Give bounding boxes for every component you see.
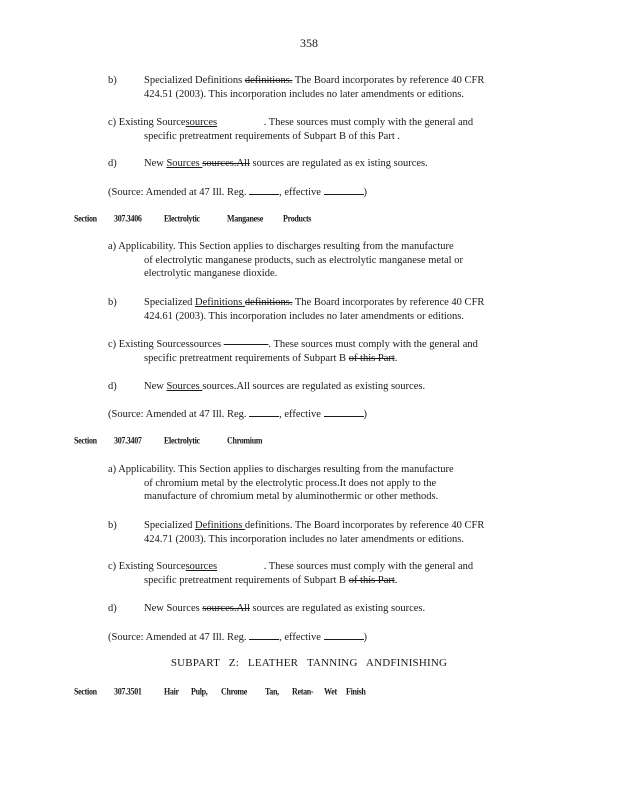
page-number: 358 (300, 36, 318, 50)
paragraph-3406-d (108, 380, 538, 394)
text-segment: (Source: Amended at 47 Ill. Reg. (108, 187, 250, 198)
strikethrough-text: sources.All (202, 158, 250, 169)
heading-word: Retan- (292, 686, 314, 697)
item-label: b) (108, 297, 117, 308)
section-word: Section (74, 213, 97, 224)
section-word: Section (74, 686, 97, 697)
continuation-line: electrolytic manganese dioxide. (144, 268, 278, 279)
text-segment: c) Existing Sourcessources (108, 339, 224, 350)
paragraph-3407-a (108, 463, 538, 504)
blank-line (249, 185, 279, 195)
text-segment: The Board incorporates by reference 40 CFR (292, 297, 485, 308)
section-heading-3406 (74, 213, 594, 224)
item-label: d) (108, 603, 117, 614)
blank-line (324, 407, 364, 417)
heading-word: Chrome (221, 686, 248, 697)
continuation-line: specific pretreatment requirements of Subpart B of this Part . (144, 130, 401, 142)
text-segment: sources are regulated as existing sources. (249, 603, 426, 614)
heading-word: Manganese (227, 213, 263, 224)
paragraph-3407-c (108, 560, 538, 587)
paragraph-3405-d (108, 157, 538, 171)
text-segment: ) (363, 632, 368, 643)
section-number: 307.3406 (114, 213, 142, 224)
blank-line (324, 630, 364, 640)
text-segment: ) (363, 409, 368, 420)
item-label: d) (108, 158, 117, 169)
paragraph-3406-c (108, 338, 538, 365)
paragraph-3407-b (108, 519, 538, 546)
heading-word: Electrolytic (164, 435, 200, 446)
heading-word: Finish (346, 686, 366, 697)
continuation-line: of electrolytic manganese products, such as electrolytic manganese metal or (144, 254, 463, 266)
source-note-3406 (108, 407, 538, 422)
strikethrough-text: of this Part (348, 352, 395, 364)
text-segment: definitions. The Board incorporates by reference 40 CFR (244, 520, 485, 531)
underlined-text: Sources (166, 381, 203, 392)
text-segment: . (394, 574, 398, 586)
continuation-line: 424.71 (2003). This incorporation includes no later amendments or editions. (144, 533, 464, 545)
heading-word: Products (283, 213, 312, 224)
blank-line (249, 630, 279, 640)
underlined-text: sources (185, 561, 218, 572)
text-segment: , effective (279, 632, 324, 643)
heading-word: Tan, (265, 686, 279, 697)
text-segment: specific pretreatment requirements of Subpart B (144, 352, 349, 364)
continuation-line: 424.51 (2003). This incorporation includes no later amendments or editions. (144, 88, 464, 100)
continuation-line (108, 574, 538, 588)
heading-word: Hair (164, 686, 179, 697)
text-segment: sources.All sources are regulated as existing sources. (202, 381, 426, 392)
blank-line (249, 407, 279, 417)
paragraph-3405-c (108, 116, 538, 143)
text-segment: , effective (279, 187, 324, 198)
strikethrough-text: sources.All (202, 603, 250, 614)
paragraph-3406-b (108, 296, 538, 323)
continuation-line: manufacture of chromium metal by aluminothermic or other methods. (144, 491, 439, 502)
section-number: 307.3501 (114, 686, 142, 697)
strikethrough-text: of this Part (348, 574, 395, 586)
blank-line (324, 185, 364, 195)
text-segment: specific pretreatment requirements of Subpart B (144, 574, 349, 586)
strikethrough-text: definitions. (244, 297, 293, 308)
paragraph-3406-a (108, 240, 538, 281)
heading-word: Chromium (227, 435, 263, 446)
text-segment: a) Applicability. This Section applies to discharges resulting from the manufacture (108, 464, 454, 475)
text-segment: , effective (279, 409, 324, 420)
text-segment: ) (363, 187, 368, 198)
section-number: 307.3407 (114, 435, 142, 446)
subpart-heading: SUBPART Z: LEATHER TANNING ANDFINISHING (170, 657, 448, 669)
text-segment: Specialized (144, 520, 196, 531)
section-heading-3407 (74, 435, 594, 446)
section-word: Section (74, 435, 97, 446)
section-heading-3501 (74, 686, 594, 697)
text-segment: (Source: Amended at 47 Ill. Reg. (108, 409, 250, 420)
continuation-line (108, 352, 538, 366)
strikethrough-text: definitions. (244, 75, 293, 86)
underlined-text: sources (185, 117, 218, 128)
text-segment: New Sources (144, 603, 203, 614)
continuation-line: of chromium metal by the electrolytic process.It does not apply to the (144, 477, 437, 489)
text-segment: Specialized Definitions (144, 75, 245, 86)
text-segment: . These sources must comply with the general and (261, 561, 474, 572)
underlined-text: Sources (166, 158, 203, 169)
text-segment: New (144, 381, 167, 392)
text-segment: . These sources must comply with the general and (261, 117, 474, 128)
text-segment: Specialized (144, 297, 196, 308)
text-segment: New (144, 158, 167, 169)
paragraph-3407-d (108, 602, 538, 616)
underlined-text: Definitions (195, 297, 245, 308)
source-note-3407 (108, 630, 538, 645)
text-segment: sources are regulated as ex isting sources. (249, 158, 428, 169)
text-segment: c) Existing Source (108, 561, 186, 572)
heading-word: Wet (324, 686, 337, 697)
item-label: b) (108, 75, 117, 86)
strikethrough-text (224, 339, 269, 350)
text-segment: c) Existing Source (108, 117, 186, 128)
heading-word: Electrolytic (164, 213, 200, 224)
underlined-text: Definitions (195, 520, 245, 531)
item-label: d) (108, 381, 117, 392)
text-segment: The Board incorporates by reference 40 CFR (292, 75, 485, 86)
heading-word: Pulp, (191, 686, 208, 697)
text-segment: . (394, 352, 398, 364)
text-segment: (Source: Amended at 47 Ill. Reg. (108, 632, 250, 643)
text-segment: a) Applicability. This Section applies to discharges resulting from the manufacture (108, 241, 454, 252)
paragraph-3405-b (108, 74, 538, 101)
continuation-line: 424.61 (2003). This incorporation includes no later amendments or editions. (144, 310, 464, 322)
text-segment: . These sources must comply with the general and (268, 339, 478, 350)
source-note-3405 (108, 185, 538, 200)
item-label: b) (108, 520, 117, 531)
